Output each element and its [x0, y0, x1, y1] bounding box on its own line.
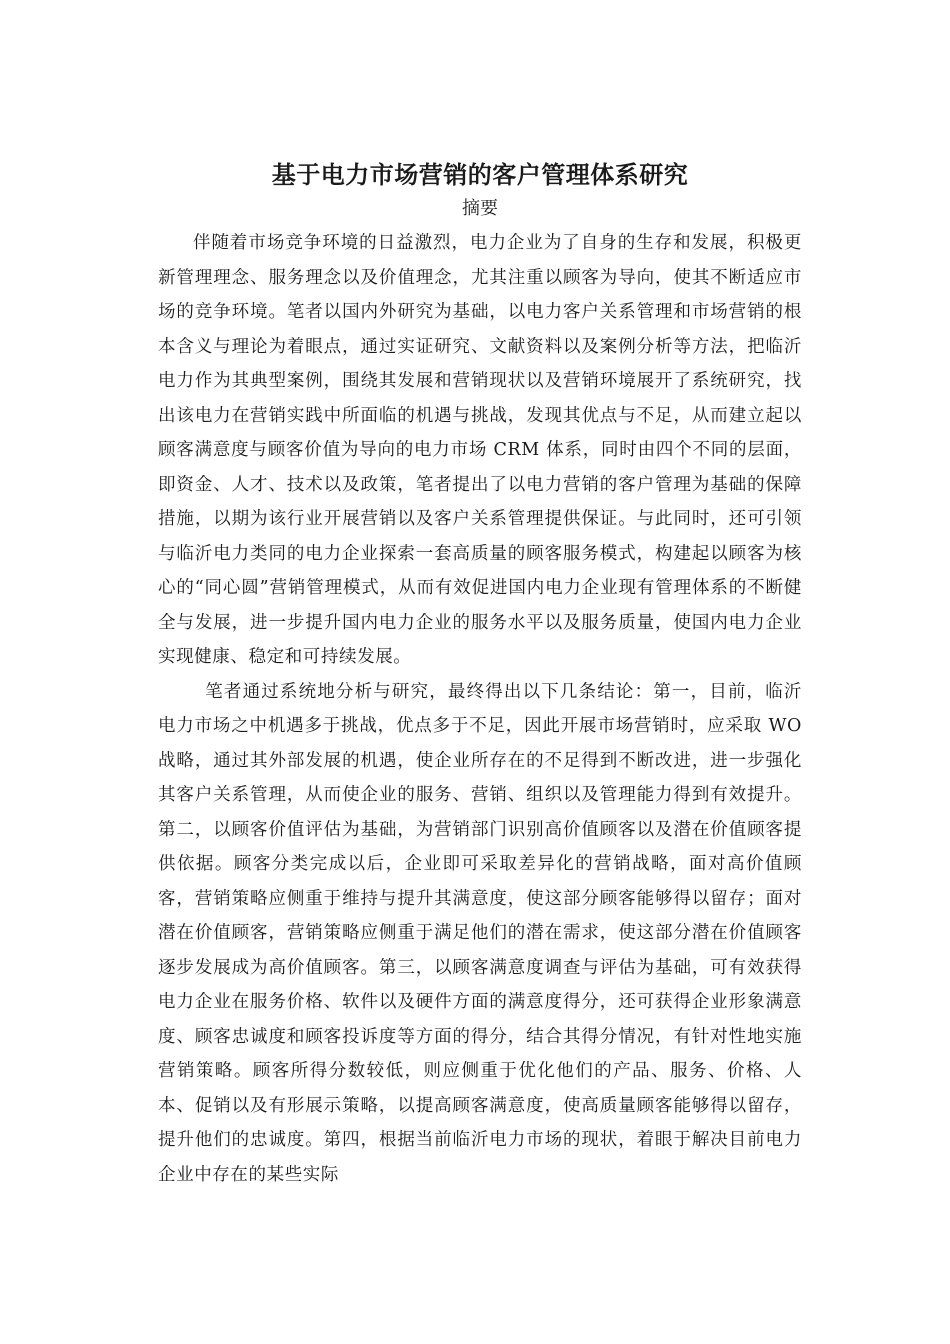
abstract-paragraph-1: 伴随着市场竞争环境的日益激烈，电力企业为了自身的生存和发展，积极更新管理理念、服务理念以及价值理念，尤其注重以顾客为导向，使其不断适应市场的竞争环境。笔者以国内外研究为基础，以电力客户关系管理和市场营销的根本含义与理论为着眼点，通过实证研究、文献资料以及案例分析等方法，把临沂电力作为其典型案例，围绕其发展和营销现状以及营销环境展开了系统研究，找出该电力在营销实践中所面临的机遇与挑战，发现其优点与不足，从而建立起以顾客满意度与顾客价值为导向的电力市场 CRM 体系，同时由四个不同的层面，即资金、人才、技术以及政策，笔者提出了以电力营销的客户管理为基础的保障措施，以期为该行业开展营销以及客户关系管理提供保证。与此同时，还可引领与临沂电力类同的电力企业探索一套高质量的顾客服务模式，构建起以顾客为核心的“同心圆”营销管理模式，从而有效促进国内电力企业现有管理体系的不断健全与发展，进一步提升国内电力企业的服务水平以及服务质量，使国内电力企业实现健康、稳定和可持续发展。 [158, 233, 802, 667]
abstract-heading: 摘要 [462, 198, 498, 219]
document-body [158, 158, 802, 1192]
abstract-paragraph-2: 笔者通过系统地分析与研究，最终得出以下几条结论：第一，目前，临沂电力市场之中机遇多于挑战，优点多于不足，因此开展市场营销时，应采取 WO 战略，通过其外部发展的机遇，使企业所存在的不足得到不断改进，进一步强化其客户关系管理，从而使企业的服务、营销、组织以及管理能力得到有效提升。第二，以顾客价值评估为基础，为营销部门识别高价值顾客以及潜在价值顾客提供依据。顾客分类完成以后，企业即可采取差异化的营销战略，面对高价值顾客，营销策略应侧重于维持与提升其满意度，使这部分顾客能够得以留存；面对潜在价值顾客，营销策略应侧重于满足他们的潜在需求，使这部分潜在价值顾客逐步发展成为高价值顾客。第三，以顾客满意度调查与评估为基础，可有效获得电力企业在服务价格、软件以及硬件方面的满意度得分，还可获得企业形象满意度、顾客忠诚度和顾客投诉度等方面的得分，结合其得分情况，有针对性地实施营销策略。顾客所得分数较低，则应侧重于优化他们的产品、服务、价格、人本、促销以及有形展示策略，以提高顾客满意度，使高质量顾客能够得以留存，提升他们的忠诚度。第四，根据当前临沂电力市场的现状，着眼于解决目前电力企业中存在的某些实际 [158, 681, 802, 1185]
document-title: 基于电力市场营销的客户管理体系研究 [271, 161, 689, 189]
